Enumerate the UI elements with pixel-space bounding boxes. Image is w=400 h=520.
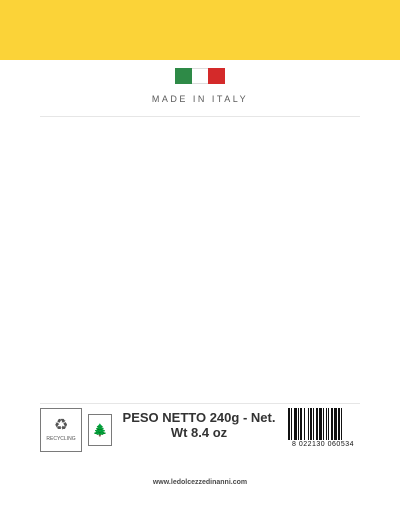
- recycling-badge: [40, 408, 82, 452]
- made-in-label: MADE IN ITALY: [151, 94, 249, 104]
- website-url: www.ledolcezzedinanni.com: [152, 479, 248, 486]
- barcode-number: 8 022130 060534: [292, 441, 354, 448]
- recycling-label: RECYCLING: [46, 436, 76, 442]
- producer-footer: [40, 478, 360, 487]
- ingredients-and-nutrition-block: [40, 116, 360, 404]
- barcode-bar: [342, 408, 344, 440]
- yellow-top-band: [0, 0, 400, 60]
- fsc-icon: 🌲: [88, 414, 112, 446]
- barcode-bars: [288, 408, 358, 440]
- net-weight-area: [118, 408, 280, 440]
- italian-flag-icon: [175, 68, 225, 84]
- packaging-row: [40, 408, 360, 468]
- barcode-area: [286, 408, 360, 448]
- net-weight: PESO NETTO 240g - Net. Wt 8.4 oz: [122, 410, 276, 440]
- recycle-icon: ♻: [53, 417, 69, 434]
